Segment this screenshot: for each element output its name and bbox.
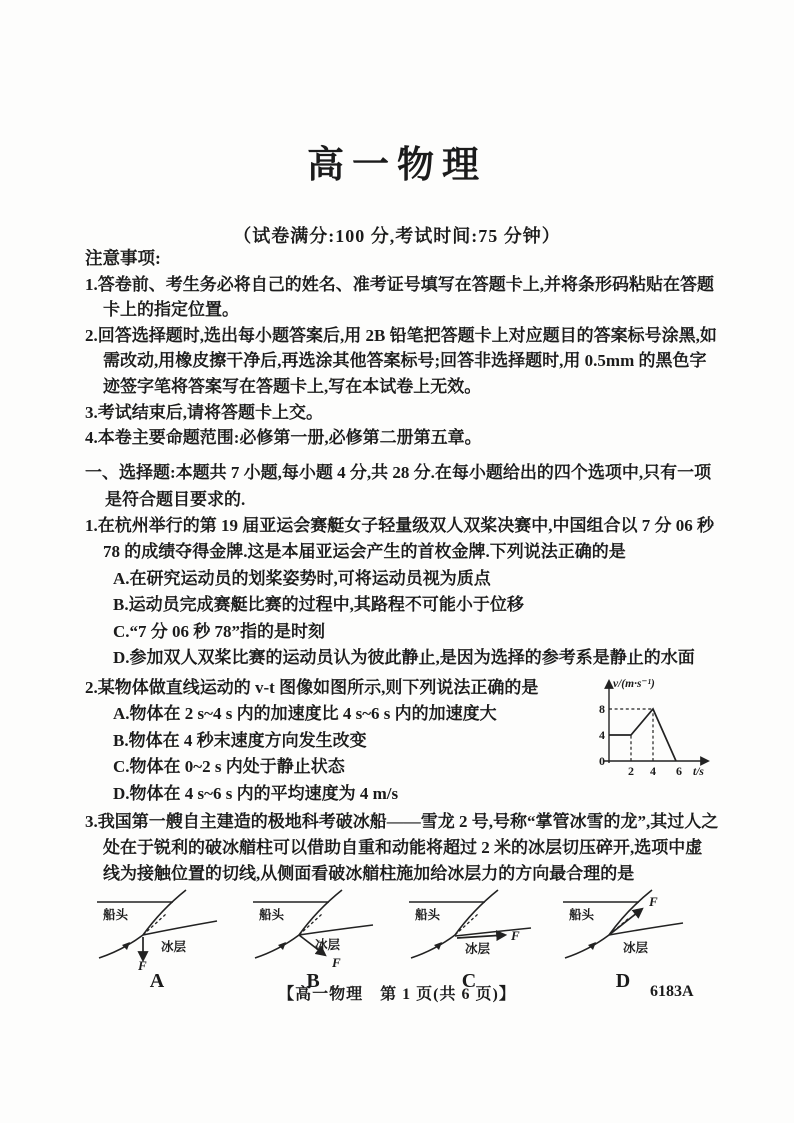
x-tick-2: 2: [628, 764, 634, 778]
bow-label: 船头: [415, 908, 441, 922]
question-3-stem: 3.我国第一艘自主建造的极地科考破冰船——雪龙 2 号,号称“掌管冰雪的龙”,其过人之处在于锐利的破冰艏柱可以借助自重和动能将超过 2 米的冰层切压碎开,选项中虚线为接触位置的切线,从侧面看破冰艏柱施加给冰层力的方向最合理的是: [85, 812, 719, 883]
x-axis-label: t/s: [693, 766, 704, 778]
ice-label: 冰层: [315, 938, 341, 952]
q3-answer-diagrams: [0, 888, 794, 990]
ice-line: [609, 923, 683, 935]
velocity-time-graph: [579, 671, 719, 783]
force-label: F: [138, 958, 147, 972]
question-1-option-a: A.在研究运动员的划桨姿势时,可将运动员视为质点: [113, 568, 491, 588]
diagram-d: [556, 888, 690, 991]
diagram-c: [402, 888, 536, 991]
y-tick-8: 8: [599, 702, 605, 716]
question-1-option-b: B.运动员完成赛艇比赛的过程中,其路程不可能小于位移: [113, 595, 524, 615]
x-tick-4: 4: [650, 764, 656, 778]
ice-label: 冰层: [465, 942, 491, 956]
notice-item-1: 1.答卷前、考生务必将自己的姓名、准考证号填写在答题卡上,并将条形码粘贴在答题卡上的指定位置。: [85, 274, 714, 320]
bow-label: 船头: [103, 908, 129, 922]
hull-curve: [255, 935, 299, 958]
exam-info-line: （试卷满分:100 分,考试时间:75 分钟）: [233, 226, 561, 246]
option-letter-c: C: [461, 970, 477, 992]
hull-arrow: [588, 942, 596, 950]
hull-curve: [411, 935, 455, 958]
question-1-option-d: D.参加双人双桨比赛的运动员认为彼此静止,是因为选择的参考系是静止的水面: [113, 648, 695, 668]
tangent-dashed-line: [143, 914, 166, 935]
bow-stem: [299, 890, 342, 935]
question-1-stem: 1.在杭州举行的第 19 届亚运会赛艇女子轻量级双人双桨决赛中,中国组合以 7 分 06 秒 78 的成绩夺得金牌.这是本届亚运会产生的首枚金牌.下列说法正确的是: [85, 516, 714, 562]
hull-arrow: [434, 942, 442, 950]
vt-curve: [609, 709, 676, 761]
diagram-a: [90, 888, 224, 991]
bow-label: 船头: [259, 908, 285, 922]
hull-curve: [565, 935, 609, 958]
hull-arrow: [278, 942, 286, 950]
bow-force-diagram-b: [246, 888, 380, 972]
page-title: 高一物理: [307, 145, 487, 186]
option-letter-d: D: [615, 970, 631, 992]
tangent-dashed-line: [455, 914, 478, 935]
ice-label: 冰层: [161, 940, 187, 954]
notice-heading: 注意事项:: [85, 248, 161, 268]
y-tick-0: 0: [599, 754, 605, 768]
bow-force-diagram-a: [90, 888, 224, 972]
notice-section: [85, 246, 721, 451]
ice-line: [299, 925, 373, 935]
bow-force-diagram-c: [402, 888, 536, 972]
notice-item-4: 4.本卷主要命题范围:必修第一册,必修第二册第五章。: [85, 428, 482, 448]
footer-paper-code: 6183A: [650, 983, 694, 1000]
bow-force-diagram-d: [556, 888, 690, 972]
x-tick-6: 6: [676, 764, 682, 778]
notice-item-2: 2.回答选择题时,选出每小题答案后,用 2B 铅笔把答题卡上对应题目的答案标号涂黑,如需改动,用橡皮擦干净后,再选涂其他答案标号;回答非选择题时,用 0.5mm 的黑色字迹签字笔将答案写在答题卡上,写在本试卷上无效。: [85, 325, 717, 396]
vt-graph-svg: [579, 671, 719, 783]
question-2-option-b: B.物体在 4 秒末速度方向发生改变: [113, 730, 367, 750]
bow-stem: [455, 890, 498, 935]
option-letter-b: B: [306, 970, 320, 992]
y-tick-4: 4: [599, 728, 605, 742]
question-1: [85, 513, 719, 671]
option-letter-a: A: [149, 970, 165, 992]
question-2-stem: 2.某物体做直线运动的 v-t 图像如图所示,则下列说法正确的是: [85, 678, 539, 697]
question-2-option-c: C.物体在 0~2 s 内处于静止状态: [113, 757, 345, 777]
hull-arrow: [122, 942, 130, 950]
ice-label: 冰层: [623, 941, 649, 955]
force-label: F: [649, 894, 658, 909]
footer-page-indicator: 【高一物理 第 1 页(共 6 页)】: [278, 986, 516, 1003]
diagram-b: [246, 888, 380, 991]
question-2-option-a: A.物体在 2 s~4 s 内的加速度比 4 s~6 s 内的加速度大: [113, 704, 497, 724]
question-2: [85, 675, 719, 807]
section-1-heading: 一、选择题:本题共 7 小题,每小题 4 分,共 28 分.在每小题给出的四个选项中,只有一项是符合题目要求的.: [85, 463, 712, 509]
force-label: F: [511, 928, 520, 943]
bow-label: 船头: [569, 908, 595, 922]
question-3: [85, 809, 719, 887]
question-1-option-c: C.“7 分 06 秒 78”指的是时刻: [113, 621, 326, 641]
question-2-option-d: D.物体在 4 s~6 s 内的平均速度为 4 m/s: [113, 783, 399, 803]
ice-line: [143, 921, 217, 935]
force-label: F: [332, 955, 341, 970]
y-axis-label: v/(m·s⁻¹): [613, 678, 655, 690]
notice-item-3: 3.考试结束后,请将答题卡上交。: [85, 402, 323, 422]
force-arrow: [609, 909, 642, 935]
hull-curve: [99, 935, 143, 958]
